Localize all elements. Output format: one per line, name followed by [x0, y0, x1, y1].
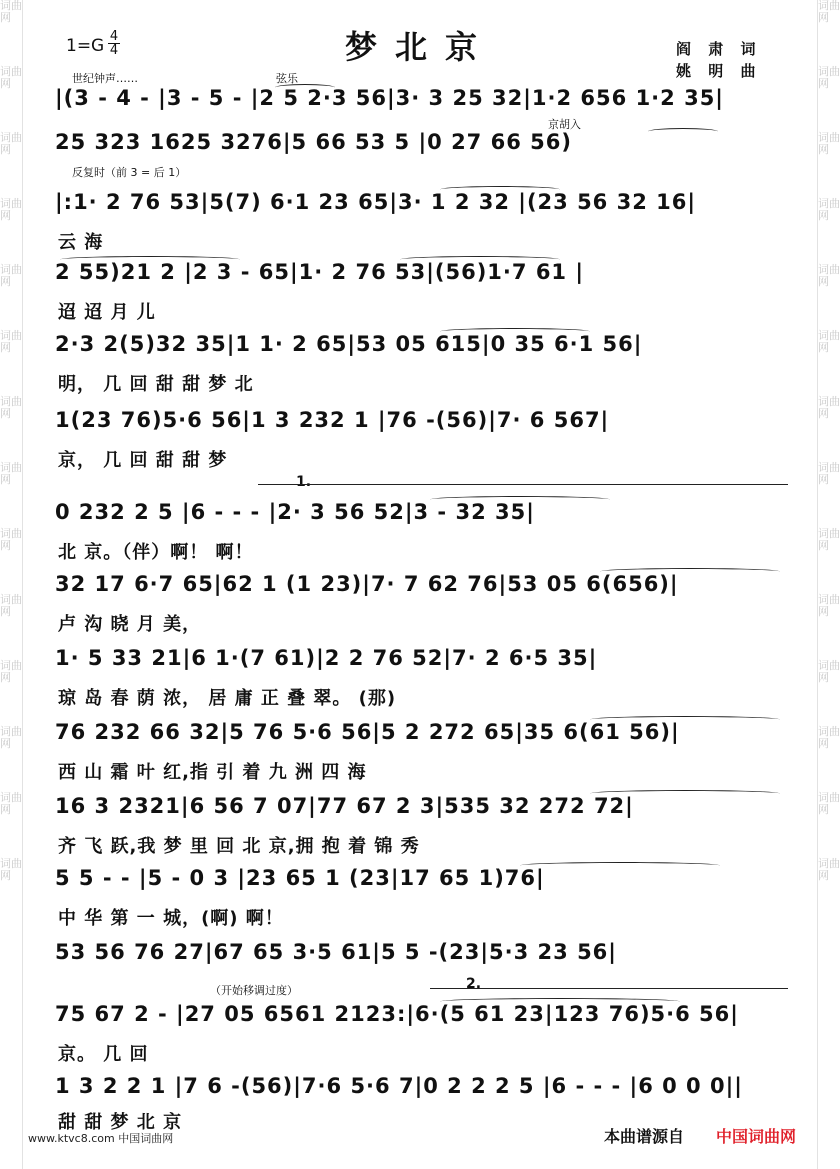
watermark-text: 词曲网 — [0, 791, 22, 816]
watermark-text: 词曲网 — [818, 857, 840, 882]
lyric-line-15: 甜 甜 梦 北 京 — [58, 1112, 183, 1133]
watermark-strip-left — [0, 0, 23, 1169]
lyric-line-12: 中 华 第 一 城，(啊) 啊！ — [58, 908, 284, 929]
strings-note: 弦乐 — [276, 72, 298, 85]
slur-mark — [590, 790, 780, 797]
score-line-10: 76 232 66 32|5 76 5·6 56|5 2 272 65|35 6(61 56)| — [55, 720, 680, 744]
score-line-8: 32 17 6·7 65|62 1 (1 23)|7· 7 62 76|53 05 6(656)| — [55, 572, 679, 596]
lyric-line-10: 西 山 霜 叶 红,指 引 着 九 洲 四 海 — [58, 762, 367, 783]
slur-mark — [60, 256, 240, 263]
slur-mark — [430, 496, 610, 503]
jinghu-note: 京胡入 — [548, 118, 581, 131]
volta-2-label: 2. — [466, 976, 482, 992]
meter-bottom: 4 — [109, 43, 119, 58]
slur-mark — [590, 716, 780, 723]
time-signature — [108, 30, 120, 57]
watermark-strip-right — [817, 0, 840, 1169]
score-line-4: 2 55)21 2 |2 3 - 65|1· 2 76 53|(56)1·7 61 | — [55, 260, 585, 284]
watermark-text: 词曲网 — [818, 461, 840, 486]
volta-1-label: 1. — [296, 474, 312, 490]
watermark-text: 词曲网 — [0, 593, 22, 618]
watermark-text: 词曲网 — [818, 659, 840, 684]
lyric-line-11: 齐 飞 跃,我 梦 里 回 北 京,拥 抱 着 锦 秀 — [58, 836, 420, 857]
watermark-text: 词曲网 — [818, 197, 840, 222]
watermark-text: 词曲网 — [0, 0, 22, 24]
volta-1-bracket — [258, 484, 788, 485]
watermark-text: 词曲网 — [818, 593, 840, 618]
watermark-text: 词曲网 — [818, 263, 840, 288]
meter-top: 4 — [109, 29, 119, 44]
slur-mark — [648, 128, 718, 135]
lyricist-credit: 阎 肃 词 — [676, 40, 762, 58]
score-line-15: 1 3 2 2 1 |7 6 -(56)|7·6 5·6 7|0 2 2 2 5 |6 - - - |6 0 0 0|| — [55, 1074, 743, 1098]
watermark-text: 词曲网 — [0, 263, 22, 288]
lyric-line-5: 明， 几 回 甜 甜 梦 北 — [58, 374, 254, 395]
lyric-line-4: 迢 迢 月 儿 — [58, 302, 156, 323]
score-line-3: |:1· 2 76 53|5(7) 6·1 23 65|3· 1 2 32 |(23 56 32 16| — [55, 190, 697, 214]
watermark-text: 词曲网 — [0, 65, 22, 90]
watermark-text: 词曲网 — [818, 65, 840, 90]
slur-mark — [600, 568, 780, 575]
composer-credit: 姚 明 曲 — [676, 62, 762, 80]
slur-mark — [520, 862, 720, 869]
watermark-text: 词曲网 — [818, 0, 840, 24]
volta-2-bracket — [430, 988, 788, 989]
lyric-line-3: 云 海 — [58, 232, 104, 253]
watermark-text: 词曲网 — [0, 659, 22, 684]
source-label: 本曲谱源自 — [604, 1127, 685, 1146]
slur-mark — [440, 328, 590, 335]
slur-mark — [275, 84, 335, 91]
footer-website[interactable]: www.ktvc8.com 中国词曲网 — [28, 1132, 174, 1145]
lyric-line-6: 京， 几 回 甜 甜 梦 — [58, 450, 228, 471]
lyric-line-7: 北 京。（伴）啊！ 啊！ — [58, 542, 254, 563]
score-line-9: 1· 5 33 21|6 1·(7 61)|2 2 76 52|7· 2 6·5 35| — [55, 646, 598, 670]
watermark-text: 词曲网 — [818, 395, 840, 420]
watermark-text: 词曲网 — [0, 395, 22, 420]
watermark-text: 词曲网 — [0, 329, 22, 354]
key-signature: 1=G — [66, 36, 105, 56]
watermark-text: 词曲网 — [0, 725, 22, 750]
lyric-line-8: 卢 沟 晓 月 美， — [58, 614, 202, 635]
score-line-14: 75 67 2 - |27 05 6561 2123:|6·(5 61 23|123 76)5·6 56| — [55, 1002, 739, 1026]
watermark-text: 词曲网 — [0, 197, 22, 222]
slur-mark — [440, 998, 680, 1005]
watermark-text: 词曲网 — [0, 131, 22, 156]
slur-mark — [440, 186, 560, 193]
watermark-text: 词曲网 — [818, 725, 840, 750]
score-line-7: 0 232 2 5 |6 - - - |2· 3 56 52|3 - 32 35| — [55, 500, 535, 524]
score-line-2: 25 323 1625 3276|5 66 53 5 |0 27 66 56) — [55, 130, 572, 154]
slur-mark — [400, 256, 560, 263]
score-line-12: 5 5 - - |5 - 0 3 |23 65 1 (23|17 65 1)76| — [55, 866, 545, 890]
source-site-link[interactable]: 中国词曲网 — [716, 1127, 797, 1146]
lyric-line-9: 琼 岛 春 荫 浓， 居 庸 正 叠 翠。 (那) — [58, 688, 397, 709]
score-line-1: |(3 - 4 - |3 - 5 - |2 5 2·3 56|3· 3 25 32|1·2 656 1·2 35| — [55, 86, 724, 110]
watermark-text: 词曲网 — [0, 857, 22, 882]
score-line-13: 53 56 76 27|67 65 3·5 61|5 5 -(23|5·3 23 56| — [55, 940, 617, 964]
watermark-text: 词曲网 — [818, 791, 840, 816]
lyric-line-14: 京。 几 回 — [58, 1044, 149, 1065]
score-line-6: 1(23 76)5·6 56|1 3 232 1 |76 -(56)|7· 6 567| — [55, 408, 610, 432]
intro-note: 世纪钟声…… — [72, 72, 138, 85]
score-line-5: 2·3 2(5)32 35|1 1· 2 65|53 05 615|0 35 6·1 56| — [55, 332, 643, 356]
modulation-note: （开始移调过度） — [210, 984, 298, 997]
watermark-text: 词曲网 — [818, 329, 840, 354]
score-line-11: 16 3 2321|6 56 7 07|77 67 2 3|535 32 272 72| — [55, 794, 634, 818]
watermark-text: 词曲网 — [0, 527, 22, 552]
repeat-note: 反复时（前 3 = 后 1） — [72, 166, 187, 179]
song-title: 梦北京 — [344, 28, 495, 66]
watermark-text: 词曲网 — [818, 527, 840, 552]
watermark-text: 词曲网 — [818, 131, 840, 156]
watermark-text: 词曲网 — [0, 461, 22, 486]
